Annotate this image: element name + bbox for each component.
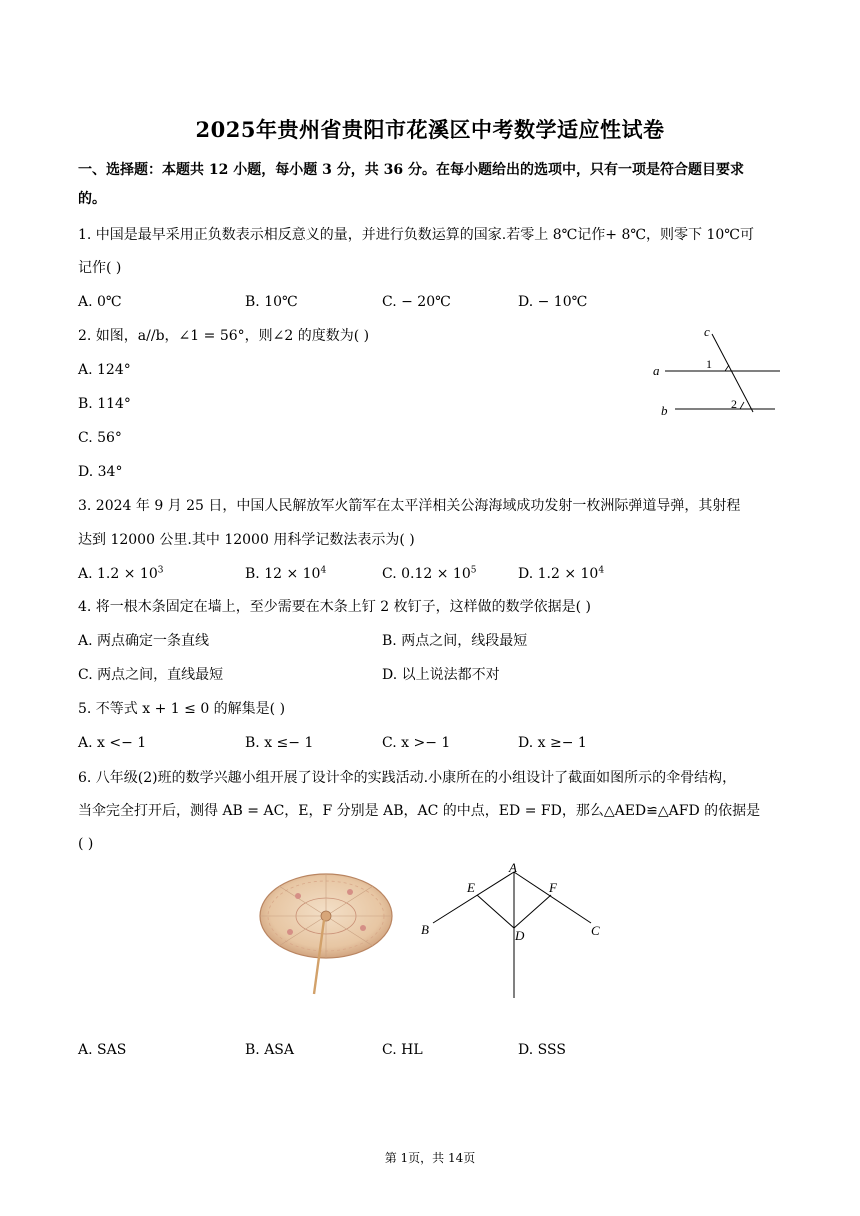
q6-stem-line3: ( ) xyxy=(78,836,94,852)
label-E: E xyxy=(467,880,475,895)
q3-stem-line2: 达到 12000 公里.其中 12000 用科学记数法表示为( ) xyxy=(78,532,415,548)
q2-option-b: B. 114° xyxy=(78,396,131,412)
q5-option-c: C. x >− 1 xyxy=(382,735,451,751)
label-F: F xyxy=(549,880,557,895)
q1-option-c: C. − 20℃ xyxy=(382,294,451,310)
label-angle-2: 2 xyxy=(731,397,737,411)
q3-option-d: D. $1.2 \times 10^4$ xyxy=(518,565,605,582)
section-header-line1: 一、选择题：本题共 12 小题，每小题 3 分，共 36 分。在每小题给出的选项中，只有一项是符合题目要求 xyxy=(78,162,744,178)
label-A: A xyxy=(509,860,517,875)
q3-option-c: C. $0.12 \times 10^5$ xyxy=(382,565,477,582)
q5-option-b: B. x ≤− 1 xyxy=(245,735,314,751)
page-title: 2025年贵州省贵阳市花溪区中考数学适应性试卷 xyxy=(195,117,665,142)
q4-option-c: C. 两点之间，直线最短 xyxy=(78,667,224,683)
umbrella-image xyxy=(258,868,398,998)
q1-stem-line2: 记作( ) xyxy=(78,260,122,276)
angle-2-arc xyxy=(740,402,744,409)
q6-stem-line2: 当伞完全打开后，测得 AB = AC，E，F 分别是 AB，AC 的中点，ED = FD，那么△AED≌△AFD 的依据是 xyxy=(78,803,761,819)
parallel-lines-figure xyxy=(645,322,785,422)
q6-option-c: C. HL xyxy=(382,1042,423,1058)
q4-option-a: A. 两点确定一条直线 xyxy=(78,633,210,649)
q2-option-a: A. 124° xyxy=(78,362,131,378)
q1-stem-line1: 1. 中国是最早采用正负数表示相反意义的量，并进行负数运算的国家.若零上 8℃记作+ 8℃，则零下 10℃可 xyxy=(78,227,754,243)
label-a: a xyxy=(653,363,660,378)
q6-option-b: B. ASA xyxy=(245,1042,294,1058)
label-B: B xyxy=(421,922,429,937)
q1-option-b: B. 10℃ xyxy=(245,294,298,310)
q4-stem: 4. 将一根木条固定在墙上，至少需要在木条上钉 2 枚钉子，这样做的数学依据是( ) xyxy=(78,599,591,615)
q3-option-b: B. $12 \times 10^4$ xyxy=(245,565,327,582)
q2-option-c: C. 56° xyxy=(78,430,122,446)
label-angle-1: 1 xyxy=(706,357,712,371)
q6-stem-line1: 6. 八年级(2)班的数学兴趣小组开展了设计伞的实践活动.小康所在的小组设计了截面如图所示的伞骨结构， xyxy=(78,770,737,786)
q5-option-d: D. x ≥− 1 xyxy=(518,735,587,751)
page-footer: 第 1页，共 14页 xyxy=(384,1151,476,1165)
q3-stem-line1: 3. 2024 年 9 月 25 日，中国人民解放军火箭军在太平洋相关公海海域成功发射一枚洲际弹道导弹，其射程 xyxy=(78,498,741,514)
q4-option-b: B. 两点之间，线段最短 xyxy=(382,633,528,649)
segment-FD xyxy=(514,895,551,928)
segment-ED xyxy=(477,895,514,928)
q4-option-d: D. 以上说法都不对 xyxy=(382,667,500,683)
label-b: b xyxy=(661,403,668,418)
q2-option-d: D. 34° xyxy=(78,464,123,480)
label-C: C xyxy=(591,923,600,938)
label-c: c xyxy=(704,324,710,339)
umbrella-frame-figure xyxy=(415,856,610,1004)
q5-stem: 5. 不等式 x + 1 ≤ 0 的解集是( ) xyxy=(78,701,286,717)
q1-option-a: A. 0℃ xyxy=(78,294,122,310)
angle-1-arc xyxy=(725,365,729,371)
q5-option-a: A. x <− 1 xyxy=(78,735,147,751)
q1-option-d: D. − 10℃ xyxy=(518,294,588,310)
q6-option-d: D. SSS xyxy=(518,1042,566,1058)
q6-option-a: A. SAS xyxy=(78,1042,127,1058)
q2-stem: 2. 如图，a//b，∠1 = 56°，则∠2 的度数为( ) xyxy=(78,328,370,344)
label-D: D xyxy=(515,928,525,943)
section-header-line2: 的。 xyxy=(78,191,106,207)
q3-option-a: A. $1.2 \times 10^3$ xyxy=(78,565,164,582)
